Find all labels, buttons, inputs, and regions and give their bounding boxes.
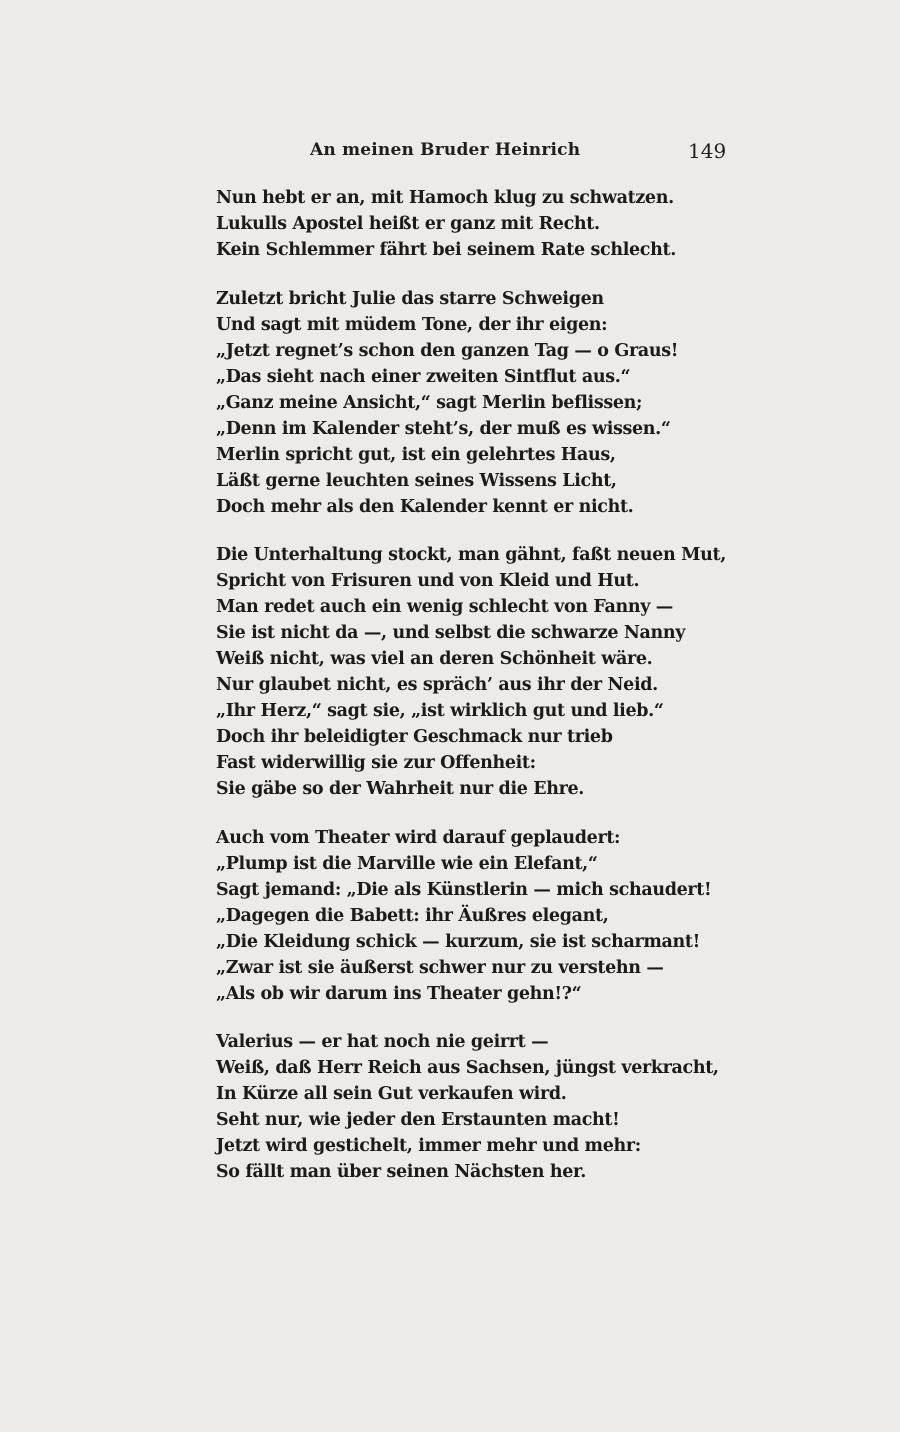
verse-line: Kein Schlemmer fährt bei seinem Rate schlecht.	[216, 240, 676, 260]
verse-line: Zuletzt bricht Julie das starre Schweigen	[216, 288, 604, 309]
verse-line: Spricht von Frisuren und von Kleid und Hut.	[216, 571, 640, 591]
verse-line: Sie gäbe so der Wahrheit nur die Ehre.	[216, 779, 585, 799]
verse-line: „Die Kleidung schick — kurzum, sie ist scharmant!	[216, 931, 700, 952]
verse-line: „Ihr Herz,“ sagt sie, „ist wirklich gut und lieb.“	[216, 701, 664, 721]
verse-line: „Denn im Kalender steht’s, der muß es wissen.“	[216, 418, 671, 439]
verse-line: Die Unterhaltung stockt, man gähnt, faßt neuen Mut,	[216, 545, 726, 565]
verse-line: „Jetzt regnet’s schon den ganzen Tag — o Graus!	[216, 340, 679, 361]
verse-line: Valerius — er hat noch nie geirrt —	[216, 1032, 549, 1052]
page-number: 149	[688, 139, 727, 163]
stanza-3	[216, 542, 726, 802]
verse-line: Und sagt mit müdem Tone, der ihr eigen:	[216, 314, 608, 335]
verse-line: So fällt man über seinen Nächsten her.	[216, 1162, 586, 1182]
verse-line: In Kürze all sein Gut verkaufen wird.	[216, 1084, 567, 1104]
verse-line: „Zwar ist sie äußerst schwer nur zu verstehn —	[216, 957, 664, 978]
stanza-4	[216, 825, 712, 1007]
verse-line: Seht nur, wie jeder den Erstaunten macht!	[216, 1110, 620, 1130]
verse-line: Lukulls Apostel heißt er ganz mit Recht.	[216, 214, 600, 234]
verse-line: „Als ob wir darum ins Theater gehn!?“	[216, 983, 582, 1004]
verse-line: Weiß nicht, was viel an deren Schönheit wäre.	[216, 649, 653, 669]
verse-line: Auch vom Theater wird darauf geplaudert:	[216, 827, 621, 848]
verse-line: Man redet auch ein wenig schlecht von Fanny —	[216, 597, 673, 617]
verse-line: Sie ist nicht da —, und selbst die schwarze Nanny	[216, 623, 686, 643]
verse-line: Nur glaubet nicht, es spräch’ aus ihr der Neid.	[216, 675, 658, 695]
verse-line: Läßt gerne leuchten seines Wissens Licht,	[216, 470, 617, 491]
verse-line: „Das sieht nach einer zweiten Sintflut aus.“	[216, 366, 631, 387]
stanza-5	[216, 1029, 719, 1185]
verse-line: „Dagegen die Babett: ihr Äußres elegant,	[216, 905, 609, 926]
verse-line: Fast widerwillig sie zur Offenheit:	[216, 753, 536, 773]
verse-line: Jetzt wird gestichelt, immer mehr und mehr:	[216, 1136, 641, 1156]
poem-text	[216, 185, 726, 1208]
running-title: An meinen Bruder Heinrich	[310, 140, 581, 160]
verse-line: „Plump ist die Marville wie ein Elefant,“	[216, 853, 598, 874]
verse-line: Doch mehr als den Kalender kennt er nicht.	[216, 496, 634, 517]
verse-line: Merlin spricht gut, ist ein gelehrtes Haus,	[216, 444, 616, 465]
verse-line: Nun hebt er an, mit Hamoch klug zu schwatzen.	[216, 188, 674, 208]
verse-line: Doch ihr beleidigter Geschmack nur trieb	[216, 727, 613, 747]
verse-line: Sagt jemand: „Die als Künstlerin — mich schaudert!	[216, 879, 712, 900]
stanza-2	[216, 286, 679, 520]
verse-line: „Ganz meine Ansicht,“ sagt Merlin beflissen;	[216, 392, 643, 413]
verse-line: Weiß, daß Herr Reich aus Sachsen, jüngst verkracht,	[216, 1058, 719, 1078]
stanza-1	[216, 185, 676, 263]
